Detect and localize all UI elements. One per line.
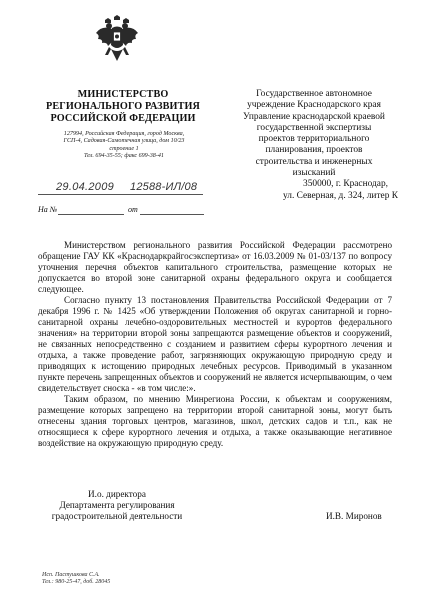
executor-name: Исп. Пастушкова С.А. — [42, 572, 100, 578]
coat-of-arms-emblem — [94, 15, 140, 65]
registration-date: 29.04.2009 — [56, 181, 115, 193]
recipient-line: проектов территориального — [258, 134, 370, 145]
reference-label: На № — [38, 205, 58, 214]
ministry-name — [28, 89, 218, 126]
reference-date-blank — [140, 214, 204, 215]
position-line: градостроительной деятельности — [51, 511, 183, 521]
address-line: 127994, Российская Федерация, город Москва, — [63, 131, 185, 137]
recipient-line: 350000, г. Краснодар, — [303, 179, 388, 190]
position-line: Департамента регулирования — [59, 500, 175, 510]
body-paragraph: Согласно пункту 13 постановления Правительства Российской Федерации от 7 декабря 1996 г. № 1425 «Об утверждении Положения об округах санитарной и горно-санитарной охраны лечебно-оздоровительных местностей и курортов федерального значения» на территории второй зоны запрещаются размещение объектов и сооружений, не связанных непосредственно с созданием и развитием сферы курортного лечения и отдыха, а также проведение работ, загрязняющих окружающую природную среду и приводящих к истощению природных лечебных ресурсов. Приводимый в указанном пункте перечень запрещенных объектов и сооружений не является исчерпывающим, о чем свидетельствует сноска - «в том числе:». — [38, 295, 392, 393]
recipient-line: ул. Северная, д. 324, литер К — [282, 190, 398, 201]
executor-phone: Тел.: 980-25-47, доб. 28045 — [42, 579, 111, 586]
reference-line — [38, 205, 208, 217]
body-paragraph: Таким образом, по мнению Минрегиона России, к объектам и сооружениям, размещение которых запрещено на территории второй санитарной зоны, могут быть отнесены здания торговых центров, магазинов, школ, детских садов и т.п., как не относящиеся к сфере курортного лечения и отдыха, а также оказывающие негативное воздействие на окружающую природную среду. — [38, 394, 392, 448]
body-paragraph: Министерством регионального развития Российской Федерации рассмотрено обращение ГАУ КК «Краснодаркрайгосэкспертиза» от 16.03.2009 № 01-03/137 по вопросу уточнения перечня объектов капитального строительства, размещение которых не допускается во второй зоне санитарной охраны федерального округа и сообщается следующее. — [38, 240, 392, 294]
registration-underline — [38, 194, 203, 195]
letter-body — [38, 240, 392, 449]
ministry-line: МИНИСТЕРСТВО — [77, 89, 169, 100]
recipient-line: Государственное автономное — [256, 89, 372, 99]
signatory-position — [48, 489, 186, 522]
ministry-line: РЕГИОНАЛЬНОГО РАЗВИТИЯ — [46, 101, 200, 113]
recipient-line: планирования, проектов — [265, 145, 363, 156]
sender-address — [44, 131, 204, 161]
position-line: И.о. директора — [88, 489, 146, 499]
executor-info — [42, 572, 110, 587]
address-line: строение 1 — [109, 145, 139, 152]
recipient-address — [230, 89, 398, 202]
recipient-line: изысканий — [292, 168, 336, 179]
recipient-line: Управление краснодарской краевой — [243, 111, 385, 122]
reference-from-label: от — [128, 205, 138, 214]
recipient-line: строительства и инженерных — [255, 156, 373, 167]
address-line: Тел. 694-35-55; факс 699-38-41 — [84, 153, 164, 160]
signatory-name: И.В. Миронов — [326, 511, 382, 521]
registration-number: 12588-ИЛ/08 — [130, 181, 198, 193]
recipient-line: государственной экспертизы — [256, 122, 372, 133]
recipient-line: учреждение Краснодарского края — [247, 100, 381, 111]
address-line: ГСП-4, Садовая-Самотечная улица, дом 10/23 — [63, 138, 185, 145]
ministry-line: РОССИЙСКОЙ ФЕДЕРАЦИИ — [50, 113, 196, 125]
reference-blank — [58, 214, 124, 215]
